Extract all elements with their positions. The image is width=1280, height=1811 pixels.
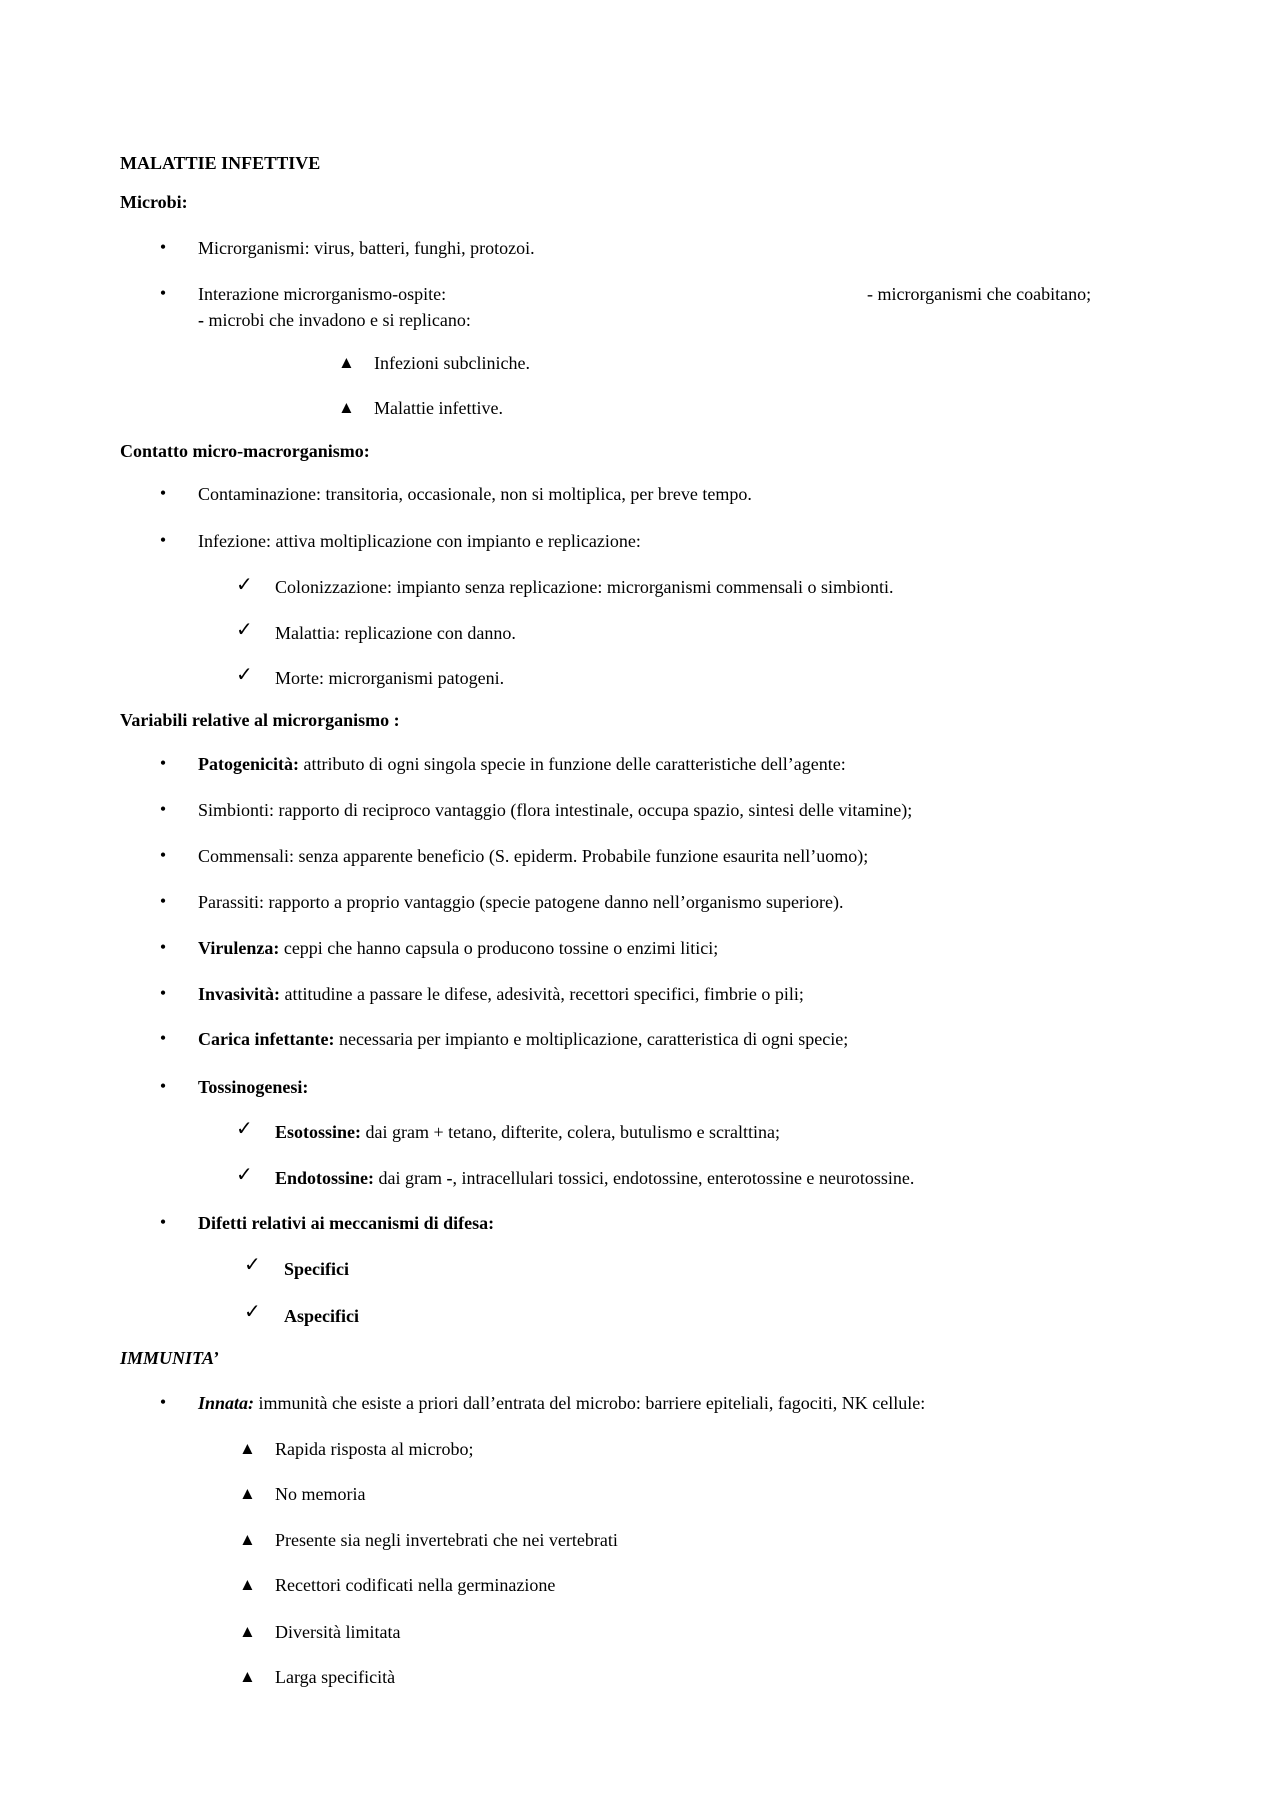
sub-list-item: Malattie infettive. bbox=[374, 398, 503, 418]
bullet-icon: • bbox=[159, 1028, 167, 1048]
sub-list-item: Malattia: replicazione con danno. bbox=[275, 623, 516, 643]
triangle-icon: ▲ bbox=[239, 1484, 256, 1503]
list-item: Parassiti: rapporto a proprio vantaggio (specie patogene danno nell’organismo superiore). bbox=[198, 892, 844, 912]
bullet-icon: • bbox=[159, 891, 167, 911]
term-text: ceppi che hanno capsula o producono tossine o enzimi litici; bbox=[283, 938, 719, 958]
sub-list-item bbox=[275, 1167, 914, 1189]
bullet-icon: • bbox=[159, 1212, 167, 1232]
triangle-icon: ▲ bbox=[239, 1439, 256, 1458]
page-title: MALATTIE INFETTIVE bbox=[120, 153, 321, 173]
check-icon: ✓ bbox=[244, 1299, 261, 1323]
term-label: Endotossine: bbox=[275, 1168, 375, 1188]
check-icon: ✓ bbox=[244, 1252, 261, 1276]
sub-list-item: Diversità limitata bbox=[275, 1622, 401, 1642]
list-item: Infezione: attiva moltiplicazione con impianto e replicazione: bbox=[198, 531, 641, 551]
bullet-icon: • bbox=[159, 283, 167, 303]
term-text: attributo di ogni singola specie in funzione delle caratteristiche dell’agente: bbox=[303, 754, 846, 774]
term-label: Carica infettante: bbox=[198, 1029, 335, 1049]
bullet-icon: • bbox=[159, 799, 167, 819]
bullet-icon: • bbox=[159, 845, 167, 865]
list-item: Difetti relativi ai meccanismi di difesa: bbox=[198, 1213, 495, 1233]
bullet-icon: • bbox=[159, 1076, 167, 1096]
list-item bbox=[198, 753, 846, 775]
sub-list-item: Morte: microrganismi patogeni. bbox=[275, 668, 505, 688]
list-item-right: - microrganismi che coabitano; bbox=[867, 284, 1092, 304]
check-icon: ✓ bbox=[236, 572, 253, 596]
bullet-icon: • bbox=[159, 237, 167, 257]
term-label: Patogenicità: bbox=[198, 754, 299, 774]
bullet-icon: • bbox=[159, 483, 167, 503]
check-icon: ✓ bbox=[236, 1162, 253, 1186]
check-icon: ✓ bbox=[236, 1116, 253, 1140]
term-text: dai gram + tetano, difterite, colera, butulismo e scralttina; bbox=[365, 1122, 781, 1142]
check-icon: ✓ bbox=[236, 617, 253, 641]
heading-microbi: Microbi: bbox=[120, 192, 188, 212]
list-item bbox=[198, 1028, 848, 1050]
list-item: Tossinogenesi: bbox=[198, 1077, 309, 1097]
term-text: necessaria per impianto e moltiplicazione, caratteristica di ogni specie; bbox=[338, 1029, 849, 1049]
bullet-icon: • bbox=[159, 530, 167, 550]
sub-list-item: Aspecifici bbox=[284, 1306, 359, 1326]
term-text: attitudine a passare le difese, adesività, recettori specifici, fimbrie o pili; bbox=[284, 984, 804, 1004]
triangle-icon: ▲ bbox=[239, 1575, 256, 1594]
term-text: , intracellulari tossici, endotossine, enterotossine e neurotossine. bbox=[452, 1168, 915, 1188]
list-item bbox=[198, 1392, 925, 1414]
bullet-icon: • bbox=[159, 983, 167, 1003]
triangle-icon: ▲ bbox=[239, 1622, 256, 1641]
check-icon: ✓ bbox=[236, 662, 253, 686]
dash: - bbox=[198, 310, 204, 330]
dash: - bbox=[446, 1168, 453, 1188]
term-label: Virulenza: bbox=[198, 938, 280, 958]
triangle-icon: ▲ bbox=[338, 353, 355, 372]
term-label: Esotossine: bbox=[275, 1122, 362, 1142]
term-label: Invasività: bbox=[198, 984, 281, 1004]
list-item bbox=[198, 983, 804, 1005]
bullet-icon: • bbox=[159, 753, 167, 773]
list-item: Contaminazione: transitoria, occasionale, non si moltiplica, per breve tempo. bbox=[198, 484, 752, 504]
heading-immunita: IMMUNITA’ bbox=[120, 1348, 219, 1368]
continuation-text: microbi che invadono e si replicano: bbox=[208, 310, 471, 330]
list-item: Simbionti: rapporto di reciproco vantaggio (flora intestinale, occupa spazio, sintesi delle vitamine); bbox=[198, 800, 913, 820]
term-text: dai gram bbox=[378, 1168, 443, 1188]
sub-list-item: Larga specificità bbox=[275, 1667, 396, 1687]
bullet-icon: • bbox=[159, 937, 167, 957]
heading-contatto: Contatto micro-macrorganismo: bbox=[120, 441, 370, 461]
triangle-icon: ▲ bbox=[338, 398, 355, 417]
sub-list-item bbox=[275, 1121, 780, 1143]
sub-list-item: No memoria bbox=[275, 1484, 366, 1504]
list-item: Microrganismi: virus, batteri, funghi, protozoi. bbox=[198, 238, 535, 258]
term-text: immunità che esiste a priori dall’entrata del microbo: barriere epiteliali, fagociti, NK cellule: bbox=[258, 1393, 926, 1413]
triangle-icon: ▲ bbox=[239, 1530, 256, 1549]
sub-list-item: Recettori codificati nella germinazione bbox=[275, 1575, 556, 1595]
list-item bbox=[198, 937, 718, 959]
list-item: Commensali: senza apparente beneficio (S. epiderm. Probabile funzione esaurita nell’uomo); bbox=[198, 846, 869, 866]
bullet-icon: • bbox=[159, 1392, 167, 1412]
sub-list-item: Specifici bbox=[284, 1259, 349, 1279]
sub-list-item: Colonizzazione: impianto senza replicazione: microrganismi commensali o simbionti. bbox=[275, 577, 894, 597]
heading-variabili: Variabili relative al microrganismo : bbox=[120, 710, 400, 730]
term-label: Innata: bbox=[198, 1393, 255, 1413]
sub-list-item: Infezioni subcliniche. bbox=[374, 353, 530, 373]
triangle-icon: ▲ bbox=[239, 1667, 256, 1686]
sub-list-item: Rapida risposta al microbo; bbox=[275, 1439, 474, 1459]
list-item: Interazione microrganismo-ospite: bbox=[198, 284, 447, 304]
sub-list-item: Presente sia negli invertebrati che nei vertebrati bbox=[275, 1530, 618, 1550]
list-item-continuation bbox=[198, 309, 471, 331]
